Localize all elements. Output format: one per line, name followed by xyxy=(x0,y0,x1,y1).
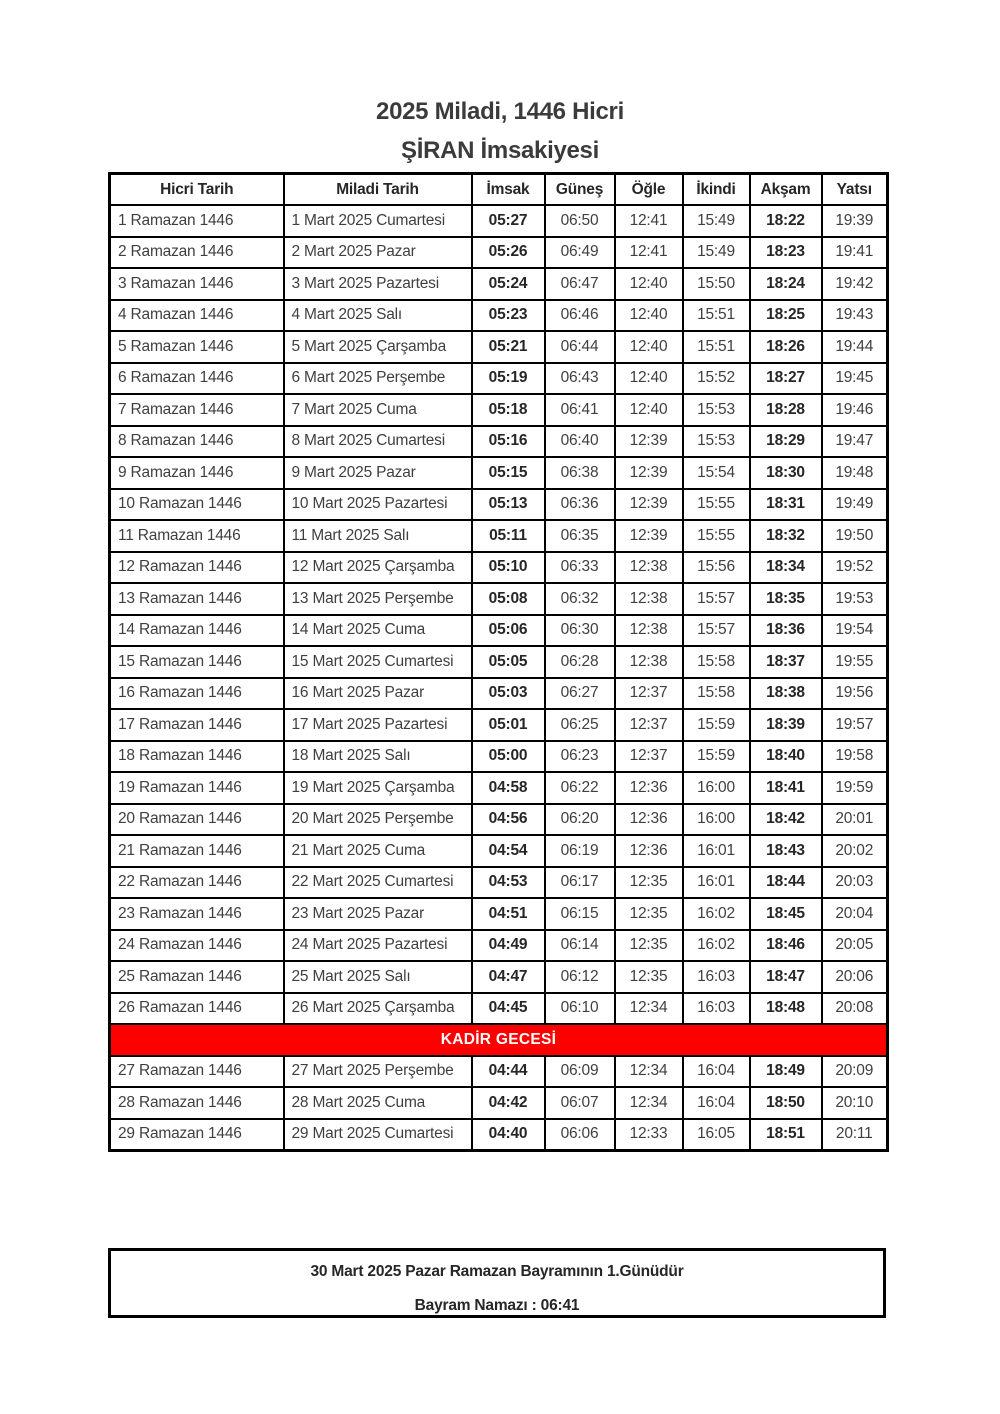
aksam-cell: 18:28 xyxy=(750,394,822,426)
hicri-tarih-cell: 16 Ramazan 1446 xyxy=(110,678,284,710)
ikindi-cell: 16:00 xyxy=(683,772,750,804)
table-row xyxy=(110,489,888,521)
miladi-tarih-cell: 25 Mart 2025 Salı xyxy=(284,961,472,993)
ogle-cell: 12:37 xyxy=(615,741,683,773)
column-header-ogle: Öğle xyxy=(615,174,683,206)
ikindi-cell: 16:00 xyxy=(683,804,750,836)
yatsi-cell: 20:01 xyxy=(822,804,888,836)
table-row xyxy=(110,961,888,993)
table-row xyxy=(110,300,888,332)
aksam-cell: 18:47 xyxy=(750,961,822,993)
imsak-cell: 05:11 xyxy=(472,520,545,552)
yatsi-cell: 19:47 xyxy=(822,426,888,458)
imsak-cell: 05:26 xyxy=(472,237,545,269)
ogle-cell: 12:40 xyxy=(615,394,683,426)
table-row xyxy=(110,741,888,773)
miladi-tarih-cell: 23 Mart 2025 Pazar xyxy=(284,898,472,930)
aksam-cell: 18:49 xyxy=(750,1056,822,1088)
yatsi-cell: 19:48 xyxy=(822,457,888,489)
ogle-cell: 12:34 xyxy=(615,1056,683,1088)
ikindi-cell: 15:57 xyxy=(683,615,750,647)
aksam-cell: 18:46 xyxy=(750,930,822,962)
ikindi-cell: 15:55 xyxy=(683,520,750,552)
imsak-cell: 05:21 xyxy=(472,331,545,363)
hicri-tarih-cell: 8 Ramazan 1446 xyxy=(110,426,284,458)
ogle-cell: 12:35 xyxy=(615,867,683,899)
table-row xyxy=(110,552,888,584)
ogle-cell: 12:35 xyxy=(615,898,683,930)
aksam-cell: 18:41 xyxy=(750,772,822,804)
imsak-cell: 04:54 xyxy=(472,835,545,867)
imsak-cell: 05:00 xyxy=(472,741,545,773)
yatsi-cell: 20:02 xyxy=(822,835,888,867)
ogle-cell: 12:40 xyxy=(615,363,683,395)
hicri-tarih-cell: 26 Ramazan 1446 xyxy=(110,993,284,1025)
miladi-tarih-cell: 1 Mart 2025 Cumartesi xyxy=(284,205,472,237)
hicri-tarih-cell: 22 Ramazan 1446 xyxy=(110,867,284,899)
aksam-cell: 18:40 xyxy=(750,741,822,773)
ikindi-cell: 16:02 xyxy=(683,930,750,962)
yatsi-cell: 19:57 xyxy=(822,709,888,741)
gunes-cell: 06:06 xyxy=(545,1119,615,1151)
imsak-cell: 05:19 xyxy=(472,363,545,395)
ikindi-cell: 15:58 xyxy=(683,646,750,678)
table-body xyxy=(110,205,888,1150)
table-row xyxy=(110,1119,888,1151)
aksam-cell: 18:44 xyxy=(750,867,822,899)
ogle-cell: 12:36 xyxy=(615,835,683,867)
gunes-cell: 06:47 xyxy=(545,268,615,300)
hicri-tarih-cell: 29 Ramazan 1446 xyxy=(110,1119,284,1151)
gunes-cell: 06:09 xyxy=(545,1056,615,1088)
miladi-tarih-cell: 2 Mart 2025 Pazar xyxy=(284,237,472,269)
aksam-cell: 18:42 xyxy=(750,804,822,836)
yatsi-cell: 19:56 xyxy=(822,678,888,710)
yatsi-cell: 20:09 xyxy=(822,1056,888,1088)
table-row xyxy=(110,804,888,836)
aksam-cell: 18:36 xyxy=(750,615,822,647)
yatsi-cell: 19:46 xyxy=(822,394,888,426)
imsak-cell: 05:18 xyxy=(472,394,545,426)
ogle-cell: 12:37 xyxy=(615,709,683,741)
yatsi-cell: 19:45 xyxy=(822,363,888,395)
gunes-cell: 06:35 xyxy=(545,520,615,552)
yatsi-cell: 19:42 xyxy=(822,268,888,300)
table-row xyxy=(110,835,888,867)
gunes-cell: 06:38 xyxy=(545,457,615,489)
gunes-cell: 06:15 xyxy=(545,898,615,930)
miladi-tarih-cell: 6 Mart 2025 Perşembe xyxy=(284,363,472,395)
yatsi-cell: 19:58 xyxy=(822,741,888,773)
ikindi-cell: 15:52 xyxy=(683,363,750,395)
yatsi-cell: 20:05 xyxy=(822,930,888,962)
bayram-info-box xyxy=(108,1248,886,1318)
table-row xyxy=(110,1056,888,1088)
aksam-cell: 18:51 xyxy=(750,1119,822,1151)
ogle-cell: 12:35 xyxy=(615,961,683,993)
ikindi-cell: 15:53 xyxy=(683,394,750,426)
hicri-tarih-cell: 6 Ramazan 1446 xyxy=(110,363,284,395)
imsak-cell: 04:45 xyxy=(472,993,545,1025)
yatsi-cell: 19:55 xyxy=(822,646,888,678)
ogle-cell: 12:36 xyxy=(615,804,683,836)
table-row xyxy=(110,363,888,395)
table-row xyxy=(110,457,888,489)
miladi-tarih-cell: 7 Mart 2025 Cuma xyxy=(284,394,472,426)
kadir-gecesi-label: KADİR GECESİ xyxy=(110,1024,888,1056)
ikindi-cell: 15:58 xyxy=(683,678,750,710)
gunes-cell: 06:28 xyxy=(545,646,615,678)
ogle-cell: 12:34 xyxy=(615,993,683,1025)
hicri-tarih-cell: 20 Ramazan 1446 xyxy=(110,804,284,836)
aksam-cell: 18:35 xyxy=(750,583,822,615)
aksam-cell: 18:48 xyxy=(750,993,822,1025)
miladi-tarih-cell: 24 Mart 2025 Pazartesi xyxy=(284,930,472,962)
aksam-cell: 18:26 xyxy=(750,331,822,363)
miladi-tarih-cell: 15 Mart 2025 Cumartesi xyxy=(284,646,472,678)
gunes-cell: 06:17 xyxy=(545,867,615,899)
imsak-cell: 05:15 xyxy=(472,457,545,489)
table-row xyxy=(110,930,888,962)
hicri-tarih-cell: 3 Ramazan 1446 xyxy=(110,268,284,300)
ogle-cell: 12:41 xyxy=(615,237,683,269)
table-row xyxy=(110,331,888,363)
gunes-cell: 06:46 xyxy=(545,300,615,332)
column-header-hicri-tarih: Hicri Tarih xyxy=(110,174,284,206)
miladi-tarih-cell: 11 Mart 2025 Salı xyxy=(284,520,472,552)
imsak-cell: 05:01 xyxy=(472,709,545,741)
aksam-cell: 18:43 xyxy=(750,835,822,867)
hicri-tarih-cell: 7 Ramazan 1446 xyxy=(110,394,284,426)
gunes-cell: 06:07 xyxy=(545,1087,615,1119)
aksam-cell: 18:39 xyxy=(750,709,822,741)
hicri-tarih-cell: 5 Ramazan 1446 xyxy=(110,331,284,363)
ikindi-cell: 15:50 xyxy=(683,268,750,300)
gunes-cell: 06:30 xyxy=(545,615,615,647)
hicri-tarih-cell: 1 Ramazan 1446 xyxy=(110,205,284,237)
hicri-tarih-cell: 14 Ramazan 1446 xyxy=(110,615,284,647)
bayram-date-text: 30 Mart 2025 Pazar Ramazan Bayramının 1.Günüdür xyxy=(310,1263,684,1280)
yatsi-cell: 19:52 xyxy=(822,552,888,584)
aksam-cell: 18:25 xyxy=(750,300,822,332)
miladi-tarih-cell: 22 Mart 2025 Cumartesi xyxy=(284,867,472,899)
table-row xyxy=(110,615,888,647)
ogle-cell: 12:41 xyxy=(615,205,683,237)
ikindi-cell: 16:02 xyxy=(683,898,750,930)
yatsi-cell: 19:43 xyxy=(822,300,888,332)
imsak-cell: 04:51 xyxy=(472,898,545,930)
table-row xyxy=(110,268,888,300)
miladi-tarih-cell: 12 Mart 2025 Çarşamba xyxy=(284,552,472,584)
aksam-cell: 18:29 xyxy=(750,426,822,458)
gunes-cell: 06:22 xyxy=(545,772,615,804)
ogle-cell: 12:34 xyxy=(615,1087,683,1119)
imsak-cell: 04:42 xyxy=(472,1087,545,1119)
miladi-tarih-cell: 27 Mart 2025 Perşembe xyxy=(284,1056,472,1088)
miladi-tarih-cell: 18 Mart 2025 Salı xyxy=(284,741,472,773)
miladi-tarih-cell: 17 Mart 2025 Pazartesi xyxy=(284,709,472,741)
ikindi-cell: 16:05 xyxy=(683,1119,750,1151)
gunes-cell: 06:20 xyxy=(545,804,615,836)
hicri-tarih-cell: 10 Ramazan 1446 xyxy=(110,489,284,521)
hicri-tarih-cell: 15 Ramazan 1446 xyxy=(110,646,284,678)
ikindi-cell: 15:49 xyxy=(683,237,750,269)
prayer-times-table xyxy=(108,172,889,1152)
table-row xyxy=(110,678,888,710)
miladi-tarih-cell: 29 Mart 2025 Cumartesi xyxy=(284,1119,472,1151)
ikindi-cell: 15:59 xyxy=(683,741,750,773)
ogle-cell: 12:38 xyxy=(615,646,683,678)
yatsi-cell: 20:11 xyxy=(822,1119,888,1151)
ikindi-cell: 16:04 xyxy=(683,1056,750,1088)
yatsi-cell: 20:03 xyxy=(822,867,888,899)
aksam-cell: 18:31 xyxy=(750,489,822,521)
miladi-tarih-cell: 10 Mart 2025 Pazartesi xyxy=(284,489,472,521)
ikindi-cell: 16:01 xyxy=(683,867,750,899)
hicri-tarih-cell: 21 Ramazan 1446 xyxy=(110,835,284,867)
yatsi-cell: 19:39 xyxy=(822,205,888,237)
hicri-tarih-cell: 12 Ramazan 1446 xyxy=(110,552,284,584)
imsak-cell: 04:47 xyxy=(472,961,545,993)
hicri-tarih-cell: 28 Ramazan 1446 xyxy=(110,1087,284,1119)
miladi-tarih-cell: 5 Mart 2025 Çarşamba xyxy=(284,331,472,363)
hicri-tarih-cell: 19 Ramazan 1446 xyxy=(110,772,284,804)
ikindi-cell: 16:03 xyxy=(683,961,750,993)
gunes-cell: 06:40 xyxy=(545,426,615,458)
gunes-cell: 06:27 xyxy=(545,678,615,710)
ogle-cell: 12:35 xyxy=(615,930,683,962)
yatsi-cell: 20:06 xyxy=(822,961,888,993)
miladi-tarih-cell: 3 Mart 2025 Pazartesi xyxy=(284,268,472,300)
table-row xyxy=(110,1087,888,1119)
ogle-cell: 12:40 xyxy=(615,300,683,332)
ogle-cell: 12:33 xyxy=(615,1119,683,1151)
column-header-gunes: Güneş xyxy=(545,174,615,206)
yatsi-cell: 20:04 xyxy=(822,898,888,930)
kadir-gecesi-row xyxy=(110,1024,888,1056)
hicri-tarih-cell: 17 Ramazan 1446 xyxy=(110,709,284,741)
miladi-tarih-cell: 26 Mart 2025 Çarşamba xyxy=(284,993,472,1025)
yatsi-cell: 19:44 xyxy=(822,331,888,363)
ogle-cell: 12:39 xyxy=(615,489,683,521)
ikindi-cell: 16:04 xyxy=(683,1087,750,1119)
ikindi-cell: 15:51 xyxy=(683,300,750,332)
imsak-cell: 04:56 xyxy=(472,804,545,836)
ogle-cell: 12:40 xyxy=(615,331,683,363)
aksam-cell: 18:38 xyxy=(750,678,822,710)
ogle-cell: 12:39 xyxy=(615,520,683,552)
hicri-tarih-cell: 25 Ramazan 1446 xyxy=(110,961,284,993)
imsak-cell: 05:16 xyxy=(472,426,545,458)
table-header-row xyxy=(110,174,888,206)
gunes-cell: 06:23 xyxy=(545,741,615,773)
yatsi-cell: 19:54 xyxy=(822,615,888,647)
aksam-cell: 18:23 xyxy=(750,237,822,269)
imsak-cell: 05:24 xyxy=(472,268,545,300)
page-title xyxy=(0,92,1000,170)
table-row xyxy=(110,520,888,552)
ogle-cell: 12:39 xyxy=(615,426,683,458)
imsak-cell: 05:05 xyxy=(472,646,545,678)
imsak-cell: 05:13 xyxy=(472,489,545,521)
gunes-cell: 06:33 xyxy=(545,552,615,584)
ogle-cell: 12:38 xyxy=(615,583,683,615)
gunes-cell: 06:25 xyxy=(545,709,615,741)
ikindi-cell: 15:51 xyxy=(683,331,750,363)
yatsi-cell: 19:59 xyxy=(822,772,888,804)
table-row xyxy=(110,898,888,930)
hicri-tarih-cell: 11 Ramazan 1446 xyxy=(110,520,284,552)
miladi-tarih-cell: 8 Mart 2025 Cumartesi xyxy=(284,426,472,458)
imsak-cell: 04:44 xyxy=(472,1056,545,1088)
hicri-tarih-cell: 27 Ramazan 1446 xyxy=(110,1056,284,1088)
title-line-city: ŞİRAN İmsakiyesi xyxy=(401,137,599,164)
yatsi-cell: 19:41 xyxy=(822,237,888,269)
ikindi-cell: 15:57 xyxy=(683,583,750,615)
ikindi-cell: 15:54 xyxy=(683,457,750,489)
ogle-cell: 12:40 xyxy=(615,268,683,300)
ikindi-cell: 15:53 xyxy=(683,426,750,458)
ikindi-cell: 15:49 xyxy=(683,205,750,237)
table-row xyxy=(110,426,888,458)
ikindi-cell: 15:56 xyxy=(683,552,750,584)
imsak-cell: 04:53 xyxy=(472,867,545,899)
table-row xyxy=(110,772,888,804)
table-row xyxy=(110,993,888,1025)
miladi-tarih-cell: 20 Mart 2025 Perşembe xyxy=(284,804,472,836)
column-header-imsak: İmsak xyxy=(472,174,545,206)
gunes-cell: 06:41 xyxy=(545,394,615,426)
miladi-tarih-cell: 28 Mart 2025 Cuma xyxy=(284,1087,472,1119)
table-row xyxy=(110,237,888,269)
column-header-yatsi: Yatsı xyxy=(822,174,888,206)
aksam-cell: 18:24 xyxy=(750,268,822,300)
column-header-miladi-tarih: Miladi Tarih xyxy=(284,174,472,206)
column-header-ikindi: İkindi xyxy=(683,174,750,206)
hicri-tarih-cell: 23 Ramazan 1446 xyxy=(110,898,284,930)
bayram-namazi-text: Bayram Namazı : 06:41 xyxy=(414,1297,580,1314)
imsak-cell: 04:49 xyxy=(472,930,545,962)
table-row xyxy=(110,394,888,426)
gunes-cell: 06:44 xyxy=(545,331,615,363)
imsak-cell: 05:23 xyxy=(472,300,545,332)
gunes-cell: 06:36 xyxy=(545,489,615,521)
miladi-tarih-cell: 16 Mart 2025 Pazar xyxy=(284,678,472,710)
hicri-tarih-cell: 2 Ramazan 1446 xyxy=(110,237,284,269)
ikindi-cell: 16:03 xyxy=(683,993,750,1025)
imsak-cell: 04:58 xyxy=(472,772,545,804)
hicri-tarih-cell: 9 Ramazan 1446 xyxy=(110,457,284,489)
aksam-cell: 18:45 xyxy=(750,898,822,930)
table-row xyxy=(110,583,888,615)
miladi-tarih-cell: 13 Mart 2025 Perşembe xyxy=(284,583,472,615)
aksam-cell: 18:32 xyxy=(750,520,822,552)
table-row xyxy=(110,205,888,237)
yatsi-cell: 20:10 xyxy=(822,1087,888,1119)
aksam-cell: 18:34 xyxy=(750,552,822,584)
aksam-cell: 18:30 xyxy=(750,457,822,489)
ogle-cell: 12:37 xyxy=(615,678,683,710)
column-header-aksam: Akşam xyxy=(750,174,822,206)
gunes-cell: 06:49 xyxy=(545,237,615,269)
gunes-cell: 06:43 xyxy=(545,363,615,395)
imsak-cell: 05:06 xyxy=(472,615,545,647)
gunes-cell: 06:14 xyxy=(545,930,615,962)
imsak-cell: 04:40 xyxy=(472,1119,545,1151)
aksam-cell: 18:22 xyxy=(750,205,822,237)
gunes-cell: 06:32 xyxy=(545,583,615,615)
miladi-tarih-cell: 21 Mart 2025 Cuma xyxy=(284,835,472,867)
table-row xyxy=(110,867,888,899)
yatsi-cell: 19:53 xyxy=(822,583,888,615)
hicri-tarih-cell: 24 Ramazan 1446 xyxy=(110,930,284,962)
gunes-cell: 06:10 xyxy=(545,993,615,1025)
hicri-tarih-cell: 18 Ramazan 1446 xyxy=(110,741,284,773)
ikindi-cell: 16:01 xyxy=(683,835,750,867)
table-row xyxy=(110,646,888,678)
ogle-cell: 12:38 xyxy=(615,552,683,584)
aksam-cell: 18:50 xyxy=(750,1087,822,1119)
aksam-cell: 18:37 xyxy=(750,646,822,678)
ogle-cell: 12:36 xyxy=(615,772,683,804)
title-line-year: 2025 Miladi, 1446 Hicri xyxy=(376,98,624,125)
ikindi-cell: 15:59 xyxy=(683,709,750,741)
table-header xyxy=(110,174,888,206)
hicri-tarih-cell: 13 Ramazan 1446 xyxy=(110,583,284,615)
miladi-tarih-cell: 19 Mart 2025 Çarşamba xyxy=(284,772,472,804)
aksam-cell: 18:27 xyxy=(750,363,822,395)
yatsi-cell: 19:49 xyxy=(822,489,888,521)
imsak-cell: 05:08 xyxy=(472,583,545,615)
miladi-tarih-cell: 4 Mart 2025 Salı xyxy=(284,300,472,332)
ogle-cell: 12:38 xyxy=(615,615,683,647)
hicri-tarih-cell: 4 Ramazan 1446 xyxy=(110,300,284,332)
table-row xyxy=(110,709,888,741)
gunes-cell: 06:12 xyxy=(545,961,615,993)
gunes-cell: 06:50 xyxy=(545,205,615,237)
yatsi-cell: 19:50 xyxy=(822,520,888,552)
imsak-cell: 05:10 xyxy=(472,552,545,584)
miladi-tarih-cell: 14 Mart 2025 Cuma xyxy=(284,615,472,647)
imsak-cell: 05:03 xyxy=(472,678,545,710)
ogle-cell: 12:39 xyxy=(615,457,683,489)
miladi-tarih-cell: 9 Mart 2025 Pazar xyxy=(284,457,472,489)
imsak-cell: 05:27 xyxy=(472,205,545,237)
yatsi-cell: 20:08 xyxy=(822,993,888,1025)
ikindi-cell: 15:55 xyxy=(683,489,750,521)
gunes-cell: 06:19 xyxy=(545,835,615,867)
